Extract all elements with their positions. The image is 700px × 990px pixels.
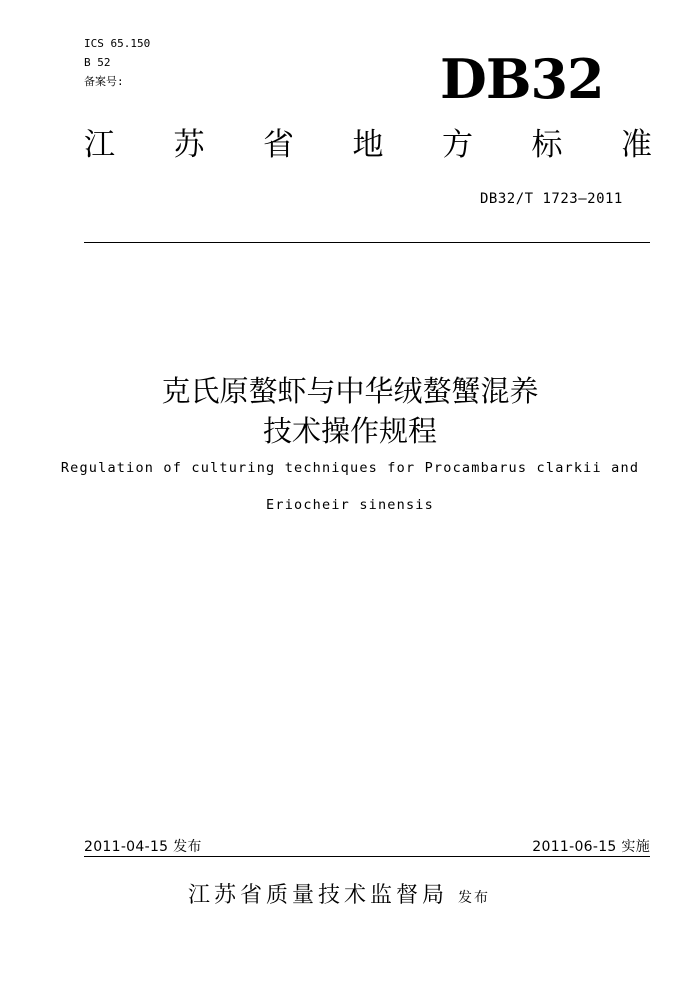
title-en-line2: Eriocheir sinensis [266,497,434,513]
title-en-line1: Regulation of culturing techniques for Procambarus clarkii and [60,460,640,476]
standard-category-title [84,127,652,163]
header-char: 标 [531,127,563,163]
issue-date: 2011-04-15 发布 [84,839,202,855]
standard-code-logo: DB32 [440,47,604,111]
header-char: 苏 [173,127,205,163]
header-char: 地 [352,127,384,163]
publisher-name: 江苏省质量技术监督局 [188,883,449,908]
title-cn-line1: 克氏原螯虾与中华绒螯蟹混养 [161,374,539,408]
header-char: 省 [263,127,294,163]
footer-divider [84,856,650,857]
header-char: 方 [442,127,473,163]
header-divider [84,242,650,243]
publisher-suffix: 发布 [458,890,491,906]
ics-code: ICS 65.150 [84,37,151,50]
header-char: 准 [621,127,652,163]
publisher-line [188,878,490,909]
header-char: 江 [84,127,115,163]
record-number-label: 备案号: [84,75,124,88]
title-cn-line2: 技术操作规程 [262,414,437,448]
standard-number: DB32/T 1723—2011 [480,191,623,207]
ccs-code: B 52 [84,56,111,69]
implementation-date: 2011-06-15 实施 [532,839,650,855]
